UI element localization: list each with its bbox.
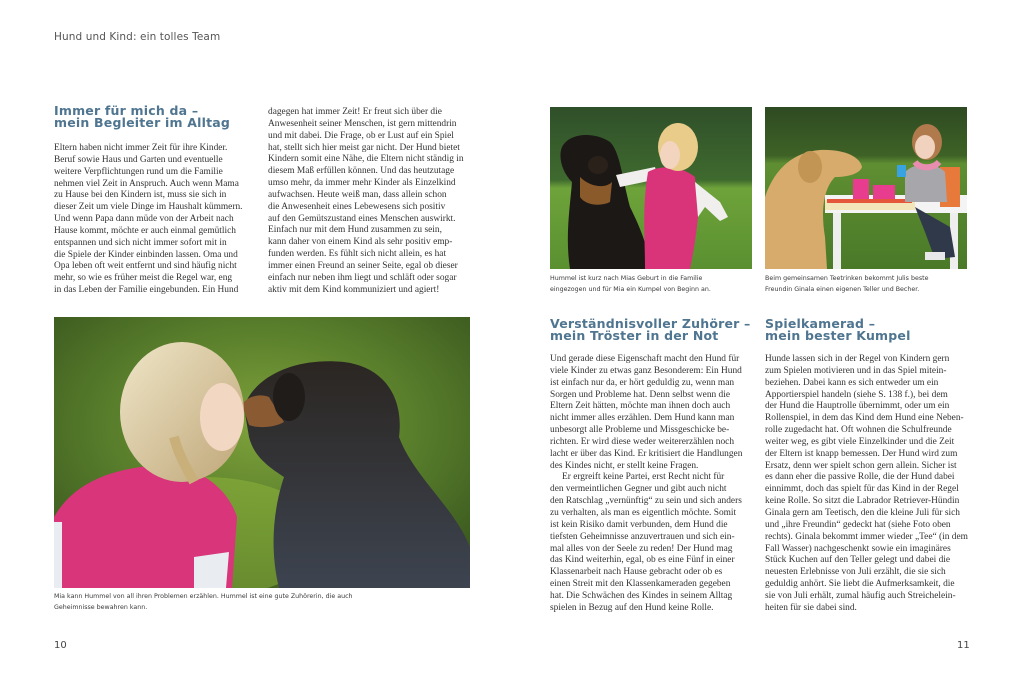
text-line: zum Spielen motivieren und in das Spiel mitein- bbox=[765, 365, 947, 376]
text-line: spielen in Bezug auf den Hund keine Rolle. bbox=[550, 602, 714, 613]
text-line: funden werden. Es fühlt sich nicht allein, es hat bbox=[268, 249, 447, 260]
section-heading-begleiter bbox=[54, 105, 230, 129]
text-line: weiter weg, es gibt viele Einzelkinder und die Zeit bbox=[765, 436, 955, 447]
photo-ginala-teatime bbox=[765, 107, 967, 269]
text-line: zu Hause bei den Kindern ist, muss sie sich in bbox=[54, 190, 227, 201]
text-line: sie von Juli erhält, zumal häufig auch Streichelein- bbox=[765, 590, 956, 601]
caption-line: Hummel ist kurz nach Mias Geburt in die Familie bbox=[550, 275, 703, 282]
heading-line: Immer für mich da – bbox=[54, 103, 199, 118]
text-line: die Spiele der Kinder einbinden lassen. Oma und bbox=[54, 249, 238, 260]
page-number-right: 11 bbox=[957, 640, 970, 651]
text-line: kann daher von einem Kind als sehr positiv emp- bbox=[268, 237, 453, 248]
heading-line: Spielkamerad – bbox=[765, 316, 876, 331]
text-line: geduldig anhört. Sie liebt die Aufmerksamkeit, die bbox=[765, 579, 955, 590]
caption-line: Geheimnisse bewahren kann. bbox=[54, 603, 148, 611]
text-line: den Ratschlag „vernünftig“ zu sein und sich anders bbox=[550, 496, 742, 507]
body-column-3 bbox=[550, 354, 760, 615]
text-line: auf den Gemütszustand eines Menschen auswirkt. bbox=[268, 213, 456, 224]
text-line: Apportierspiel handeln (siehe S. 138 f.), bei dem bbox=[765, 389, 948, 400]
text-line: nehmen viel Zeit in Anspruch. Auch wenn Mama bbox=[54, 178, 239, 189]
text-line: Fall Wasser) nachgeschenkt sowie ein imaginäres bbox=[765, 543, 951, 554]
text-line: Ersatz, denn wer spielt schon gern allein. Sicher ist bbox=[765, 460, 957, 471]
text-line: tiefsten Geheimnisse anzuvertrauen und sich ein- bbox=[550, 531, 735, 542]
text-line: einen Streit mit den Klassenkameraden gegeben bbox=[550, 579, 731, 590]
text-line: Sorgen und Probleme hat. Denn selbst wenn die bbox=[550, 389, 731, 400]
heading-line: Verständnisvoller Zuhörer – bbox=[550, 316, 751, 331]
text-line: Hause kommt, möchte er auch einmal gemütlich bbox=[54, 225, 236, 236]
text-line: Anwesenheit seiner Menschen, ist gern mittendrin bbox=[268, 118, 457, 129]
text-line: des Kindes nicht, er stellt keine Fragen. bbox=[550, 460, 699, 471]
text-line: Und wenn Papa dann müde von der Arbeit nach bbox=[54, 214, 234, 225]
text-line: lacht er über das Kind. Er kritisiert die Handlungen bbox=[550, 448, 743, 459]
text-line: mal alles von der Seele zu reden! Der Hund mag bbox=[550, 543, 733, 554]
text-line: beziehen. Dabei kann es sich entweder um ein bbox=[765, 377, 939, 388]
photo-girl-and-dog bbox=[54, 317, 470, 588]
heading-line: mein bester Kumpel bbox=[765, 328, 911, 343]
text-line: Stück Kuchen auf den Teller gelegt und dabei die bbox=[765, 555, 951, 566]
caption-line: Beim gemeinsamen Teetrinken bekommt Julis beste bbox=[765, 275, 929, 282]
text-line: den vermeintlichen Gegner und gibt auch nicht bbox=[550, 484, 727, 495]
photo-caption-main bbox=[54, 592, 474, 613]
text-line: einnimmt, doch das spielt für das Kind in der Regel bbox=[765, 484, 959, 495]
text-line: entspannen und sich nicht immer sofort mit in bbox=[54, 237, 227, 248]
text-line: viele Kinder zu etwas ganz Besonderem: Ein Hund bbox=[550, 365, 742, 376]
text-line: in das Leben der Familie eingebunden. Ein Hund bbox=[54, 285, 239, 296]
text-line: Ginala gern am Teetisch, den die kleine Juli für sich bbox=[765, 507, 960, 518]
text-line: hat. Die Schwächen des Kindes in seinem Alltag bbox=[550, 590, 733, 601]
running-head: Hund und Kind: ein tolles Team bbox=[54, 31, 221, 43]
text-line: Eltern haben nicht immer Zeit für ihre Kinder. bbox=[54, 143, 228, 153]
text-line: aufwachsen. Heute weiß man, dass allein schon bbox=[268, 189, 447, 200]
text-line: Er ergreift keine Partei, erst Recht nicht für bbox=[562, 472, 725, 483]
photo-image bbox=[54, 317, 470, 588]
text-line: rechts). Ginala bekommt immer wieder „Tee“ (in dem bbox=[765, 531, 968, 542]
text-line: einfach nur neben ihm liegt und schläft oder sogar bbox=[268, 272, 457, 283]
text-line: nicht immer alles erzählen. Dem Hund kann man bbox=[550, 413, 735, 424]
text-line: dieser Zeit um viele Dinge im Haushalt kümmern. bbox=[54, 202, 243, 213]
text-line: der Hund die Hauptrolle übernimmt, oder um ein bbox=[765, 401, 950, 412]
section-heading-zuhoerer bbox=[550, 318, 751, 342]
photo-caption-hummel bbox=[550, 274, 755, 295]
text-line: heiten für sie dabei sind. bbox=[765, 602, 857, 613]
text-line: ist einfach nur da, er hört geduldig zu, wenn man bbox=[550, 377, 735, 388]
photo-image bbox=[550, 107, 752, 269]
text-line: aktiv mit dem Kind kommuniziert und agiert! bbox=[268, 284, 440, 295]
text-line: Einfach nur mit dem Hund zusammen zu sein, bbox=[268, 225, 442, 236]
text-line: es dann eher die passive Rolle, die der Hund dabei bbox=[765, 472, 955, 483]
body-column-2 bbox=[268, 107, 473, 297]
text-line: Klassenarbeit nach Hause gebracht oder ob es bbox=[550, 567, 723, 578]
photo-hummel-and-mia bbox=[550, 107, 752, 269]
body-column-1 bbox=[54, 143, 259, 297]
text-line: dagegen hat immer Zeit! Er freut sich über die bbox=[268, 107, 442, 117]
photo-caption-ginala bbox=[765, 274, 970, 295]
text-line: der Eltern ist knapp bemessen. Der Hund wird zum bbox=[765, 448, 958, 459]
section-heading-spielkamerad bbox=[765, 318, 911, 342]
text-line: Beruf sowie Haus und Garten und eventuelle bbox=[54, 154, 223, 165]
text-line: unbesorgt alle Probleme und Missgeschicke be- bbox=[550, 425, 730, 436]
text-line: die Anwesenheit eines Lebewesens sich positiv bbox=[268, 201, 446, 212]
text-line: immer einen Freund an seiner Seite, egal ob dieser bbox=[268, 260, 458, 271]
text-line: zu verhalten, als man es eigentlich möchte. Somit bbox=[550, 507, 737, 518]
heading-line: mein Tröster in der Not bbox=[550, 328, 719, 343]
text-line: Und gerade diese Eigenschaft macht den Hund für bbox=[550, 354, 740, 364]
text-line: hat, stellt sich hier meist gar nicht. Der Hund bietet bbox=[268, 142, 460, 153]
text-line: Opa leben oft weit entfernt und sind häufig nicht bbox=[54, 261, 237, 272]
text-line: rolle zugedacht hat. Oft wohnen die Schulfreunde bbox=[765, 425, 952, 436]
text-line: diesem Maß erfüllen können. Und das heutzutage bbox=[268, 166, 455, 177]
text-line: ist kein Risiko damit verbunden, dem Hund die bbox=[550, 519, 728, 530]
text-line: umso mehr, da immer mehr Kinder als Einzelkind bbox=[268, 178, 456, 189]
text-line: weitere Verpflichtungen rund um die Familie bbox=[54, 166, 223, 177]
text-line: Hunde lassen sich in der Regel von Kindern gern bbox=[765, 354, 950, 364]
heading-line: mein Begleiter im Alltag bbox=[54, 115, 231, 130]
page-number-left: 10 bbox=[54, 640, 67, 651]
text-line: keine Rolle. So sitzt die Labrador Retriever-Hündin bbox=[765, 496, 960, 507]
text-line: Kindern somit eine Nähe, die Eltern nicht ständig in bbox=[268, 154, 464, 165]
text-line: und „ihre Freundin“ gedeckt hat (siehe Foto oben bbox=[765, 519, 951, 530]
body-column-4 bbox=[765, 354, 975, 615]
caption-line: Mia kann Hummel von all ihren Problemen erzählen. Hummel ist eine gute Zuhörerin, die auch bbox=[54, 593, 353, 600]
text-line: das Kind weiterhin, egal, ob es eine Fünf in einer bbox=[550, 555, 735, 566]
caption-line: eingezogen und für Mia ein Kumpel von Beginn an. bbox=[550, 285, 711, 293]
text-line: Rollenspiel, in dem das Kind dem Hund eine Neben- bbox=[765, 413, 964, 424]
text-line: neuesten Erlebnisse von Juli erzählt, die sie sich bbox=[765, 567, 946, 578]
photo-image bbox=[765, 107, 967, 269]
text-line: richten. Er wird diese weder weitererzählen noch bbox=[550, 436, 735, 447]
text-line: Eltern Zeit hätten, möchte man ihnen doch auch bbox=[550, 401, 731, 412]
text-line: mehr, so wie es früher meist die Regel war, eng bbox=[54, 273, 233, 284]
caption-line: Freundin Ginala einen eigenen Teller und Becher. bbox=[765, 285, 920, 293]
text-line: und mit dabei. Die Frage, ob er Lust auf ein Spiel bbox=[268, 130, 454, 141]
